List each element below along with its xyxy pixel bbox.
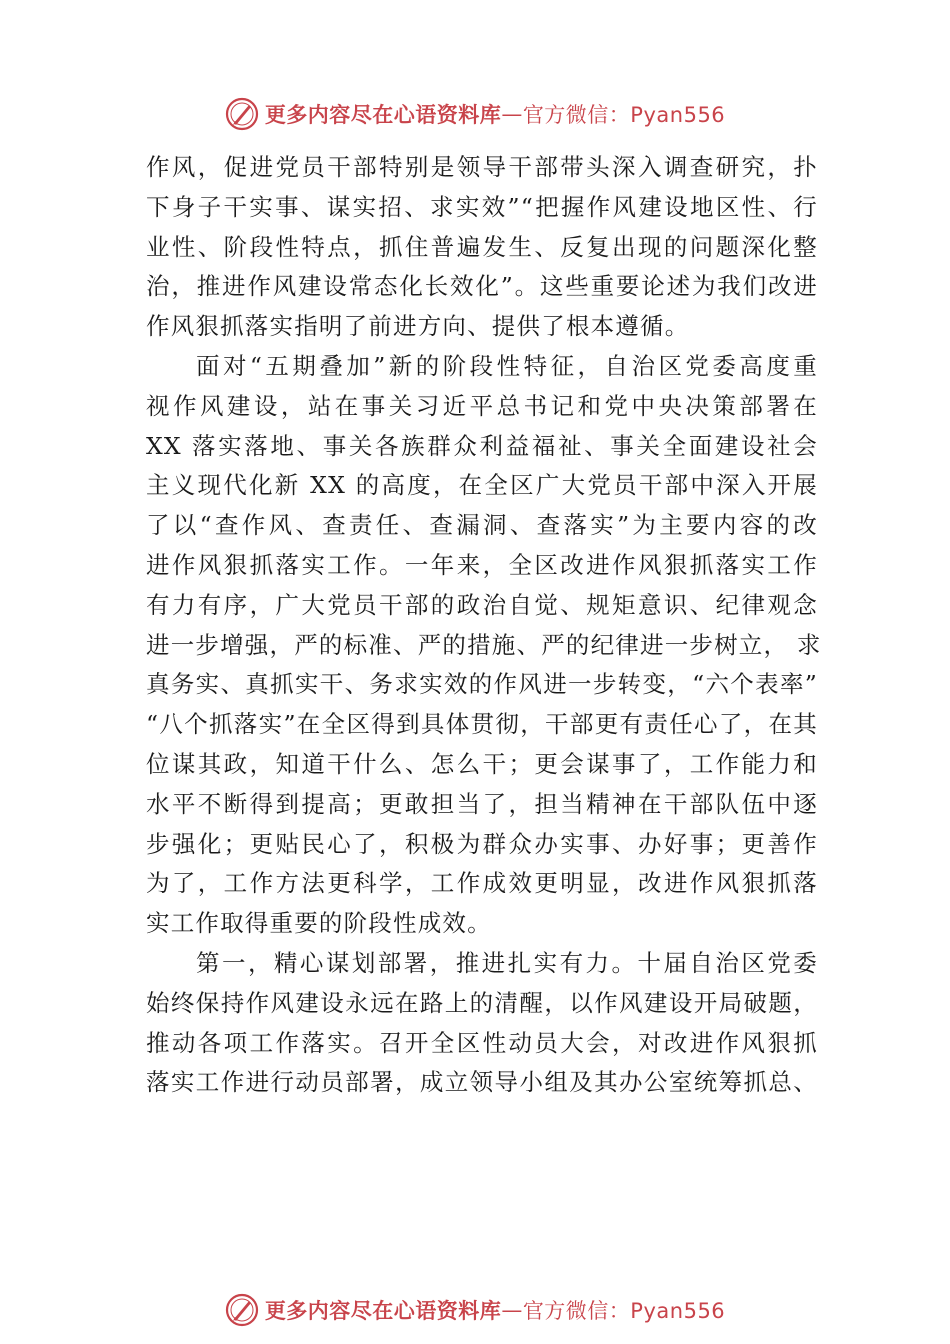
body-text-line: 作风，促进党员干部特别是领导干部带头深入调查研究，扑 — [146, 153, 818, 181]
body-text-line: 第一，精心谋划部署，推进扎实有力。十届自治区党委 — [196, 948, 818, 977]
body-text-line: “八个抓落实”在全区得到具体贯彻，干部更有责任心了，在其 — [146, 710, 818, 739]
quill-pen-logo-icon — [225, 97, 259, 131]
body-text-line: 作风狠抓落实指明了前进方向、提供了根本遵循。 — [146, 312, 690, 341]
body-text-line: 水平不断得到提高；更敢担当了，担当精神在干部队伍中逐 — [146, 789, 818, 818]
watermark-brand: 更多内容尽在心语资料库 — [264, 102, 502, 127]
body-text-line: 始终保持作风建设永远在路上的清醒，以作风建设开局破题， — [146, 988, 818, 1017]
body-text-line: 进作风狠抓落实工作。一年来，全区改进作风狠抓落实工作 — [146, 550, 818, 579]
body-text-line: 推动各项工作落实。召开全区性动员大会，对改进作风狠抓 — [146, 1028, 818, 1057]
body-text-line: 实工作取得重要的阶段性成效。 — [146, 909, 492, 938]
body-text-line: 真务实、真抓实干、务求实效的作风进一步转变，“六个表率” — [146, 670, 818, 699]
body-text-line: 面对“五期叠加”新的阶段性特征，自治区党委高度重 — [196, 351, 818, 380]
body-text-line: 视作风建设，站在事关习近平总书记和党中央决策部署在 — [146, 391, 818, 420]
body-text-line: 为了，工作方法更科学，工作成效更明显，改进作风狠抓落 — [146, 869, 818, 898]
watermark-separator: — — [501, 1298, 523, 1322]
body-text-line: 治，推进作风建设常态化长效化”。这些重要论述为我们改进 — [146, 272, 818, 301]
footer-watermark — [0, 1290, 950, 1330]
body-text-line: 有力有序，广大党员干部的政治自觉、规矩意识、纪律观念 — [146, 590, 818, 619]
body-text-line: 进一步增强，严的标准、严的措施、严的纪律进一步树立， 求 — [146, 630, 822, 659]
body-text-line: 了以“查作风、查责任、查漏洞、查落实”为主要内容的改 — [146, 511, 818, 540]
header-watermark — [0, 94, 950, 134]
watermark-brand: 更多内容尽在心语资料库 — [264, 1298, 502, 1323]
body-text-line: 主义现代化新 XX 的高度，在全区广大党员干部中深入开展 — [146, 471, 818, 500]
body-text-line: 位谋其政，知道干什么、怎么干；更会谋事了，工作能力和 — [146, 749, 818, 778]
body-text-line: 步强化；更贴民心了，积极为群众办实事、办好事；更善作 — [146, 829, 818, 858]
quill-pen-logo-icon — [225, 1293, 259, 1327]
body-text-line: 下身子干实事、谋实招、求实效”“把握作风建设地区性、行 — [146, 192, 818, 221]
body-text-line: XX 落实落地、事关各族群众利益福祉、事关全面建设社会 — [146, 431, 818, 460]
document-body — [146, 148, 822, 1103]
watermark-contact: 官方微信：Pyan556 — [522, 103, 726, 127]
watermark-contact: 官方微信：Pyan556 — [522, 1299, 726, 1323]
body-text-line: 业性、阶段性特点，抓住普遍发生、反复出现的问题深化整 — [146, 232, 818, 261]
watermark-separator: — — [501, 102, 523, 126]
body-text-line: 落实工作进行动员部署，成立领导小组及其办公室统筹抓总、 — [146, 1068, 818, 1097]
